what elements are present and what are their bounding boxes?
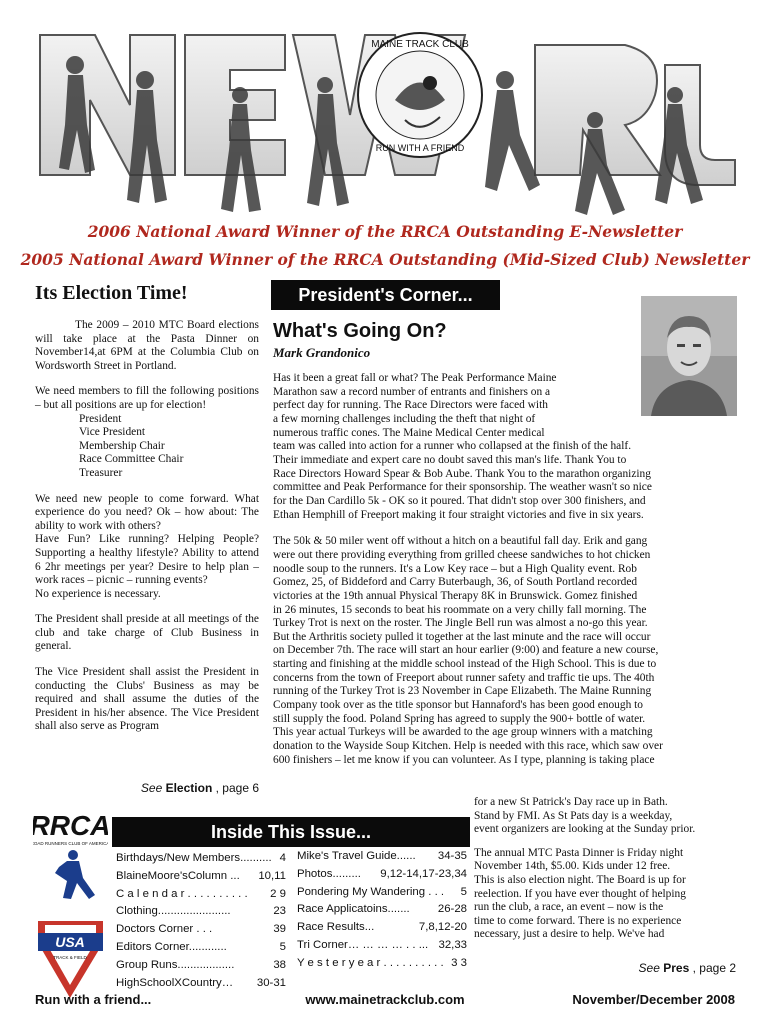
election-paragraph: We need members to fill the following positions – but all positions are up for election! <box>35 385 259 411</box>
article-line: for the Dan Cardillo 5k - OK so it poured. That didn't stop over 300 finishers, and <box>273 494 646 507</box>
toc-entry-page: 3 3 <box>451 956 467 969</box>
toc-entry-label: HighSchoolXCountry… <box>116 976 234 989</box>
toc-entry-label: Birthdays/New Members.......... <box>116 852 272 864</box>
toc-entry-label: Photos......... <box>297 867 361 880</box>
toc-entry[interactable] <box>297 937 467 955</box>
running-figure-icon <box>55 850 95 899</box>
toc-entry-page: 7,8,12-20 <box>418 921 467 934</box>
article-line: noodle soup to the runners. It's a Low Key race – but a High Quality event. Rob <box>273 562 637 575</box>
masthead-graphic <box>35 25 740 225</box>
toc-entry-label: Race Results... <box>297 921 375 934</box>
election-heading: Its Election Time! <box>35 282 188 304</box>
article-paragraph <box>273 372 663 522</box>
award-line-2005: 2005 National Award Winner of the RRCA Outstanding (Mid-Sized Club) Newsletter <box>20 250 750 269</box>
article-line: perfect day for running. The Race Directors were faced with <box>273 399 548 412</box>
article-line: on December 7th. The race will start an hour earlier (9:00) and feature a new course, <box>273 644 659 657</box>
election-article <box>35 319 259 746</box>
article-line: still supply the food. Poland Spring has agreed to supply the 900+ bottle of water. <box>273 712 646 725</box>
toc-entry[interactable] <box>116 886 286 904</box>
toc-entry-label: Clothing....................... <box>116 905 231 918</box>
toc-column-right <box>297 848 467 973</box>
toc-entry[interactable] <box>297 866 467 884</box>
masthead <box>35 25 740 225</box>
article-line: The 50k & 50 miler went off without a hitch on a beautiful fall day. Erik and gang <box>273 535 648 548</box>
toc-entry-label: BlaineMoore'sColumn ... <box>116 869 240 882</box>
toc-column-left <box>116 850 286 992</box>
toc-entry-page: 23 <box>273 905 286 918</box>
toc-entry-label: Tri Corner… … … … . . ... <box>297 938 429 951</box>
pres-continued[interactable]: See Pres , page 2 <box>638 961 736 975</box>
article-line: Their immediate and expert care no doubt saved this man's life. Thank You to <box>273 453 627 466</box>
article-line: a few morning challenges including the theft that night of <box>273 412 536 425</box>
article-paragraph <box>474 796 695 837</box>
toc-entry-page: 5 <box>279 940 286 953</box>
article-line: run the club, a race, an event – now is the <box>474 901 664 914</box>
article-line: 600 finishers – let me know if you can volunteer. As I type, planning is taking place <box>273 753 655 766</box>
position-item: Treasurer <box>79 466 123 479</box>
article-line: donation to the Wayside Soup Kitchen. Help is needed with this race, which saw over <box>273 740 663 753</box>
election-paragraph: No experience is necessary. <box>35 587 161 600</box>
article-line: Marathon saw a record number of entrants and finishers on a <box>273 385 551 398</box>
toc-entry[interactable] <box>297 955 467 973</box>
article-line: committee and Peak Performance for their sponsorship. The weather wasn't so nice <box>273 481 652 494</box>
election-paragraph: The President shall preside at all meetings of the club and take charge of Club Business in general. <box>35 613 259 653</box>
toc-entry-page: 9,12-14,17-23,34 <box>380 867 467 880</box>
article-line: time to come forward. There is no experience <box>474 914 682 927</box>
position-item: Membership Chair <box>79 439 165 452</box>
toc-entry[interactable] <box>297 919 467 937</box>
article-line: team was called into action for a runner who collapsed at the finish of the half. <box>273 440 632 453</box>
toc-entry[interactable] <box>116 868 286 886</box>
article-line: in 26 minutes, 15 seconds to beat his roommate on a very chilly fall morning. The <box>273 603 647 616</box>
article-author: Mark Grandonico <box>273 345 371 360</box>
position-item: Vice President <box>79 426 146 439</box>
toc-entry[interactable] <box>116 939 286 957</box>
article-line: victories at the 19th annual Physical Therapy 8K in Brunswick. Gomez finished <box>273 589 638 602</box>
article-line: running of the Turkey Trot is 23 November in Cape Elizabeth. The Maine Running <box>273 685 652 698</box>
club-logo <box>358 33 482 157</box>
article-line: were out there providing everything from grilled cheese sandwiches to hot chicken <box>273 548 651 561</box>
positions-list <box>79 413 259 481</box>
footer-tagline: Run with a friend... <box>35 992 152 1007</box>
article-line: event organizers are looking at the Sunday prior. <box>474 823 696 836</box>
toc-entry-page: 30-31 <box>256 976 286 989</box>
toc-entry-page: 39 <box>273 923 286 936</box>
toc-entry[interactable] <box>297 901 467 919</box>
article-line: Stand by FMI. As St Pats day is a weekday, <box>474 809 673 822</box>
rrca-logo <box>33 803 108 998</box>
article-paragraph <box>273 535 663 767</box>
article-line: Turkey Trot is next on the roster. The Jingle Bell run was almost a no-go this year. <box>273 617 648 630</box>
toc-entry[interactable] <box>297 884 467 902</box>
position-item: Race Committee Chair <box>79 453 184 466</box>
article-line: concerns from the town of Freeport about runner safety and traffic tie ups. The 40th <box>273 671 655 684</box>
svg-text:ROAD RUNNERS CLUB OF AMERICA: ROAD RUNNERS CLUB OF AMERICA <box>33 841 108 846</box>
toc-entry[interactable] <box>116 975 286 993</box>
svg-text:USA: USA <box>55 934 85 950</box>
position-item: President <box>79 412 122 425</box>
svg-text:RRCA: RRCA <box>33 810 108 841</box>
footer-issue-date: November/December 2008 <box>572 992 735 1007</box>
article-line: November 14th, $5.00. Kids under 12 free. <box>474 860 671 873</box>
article-line: This is also election night. The Board is up for <box>474 873 686 886</box>
election-paragraph: We need new people to come forward. What experience do you need? Ok – how about: The ability to work with others? <box>35 492 259 532</box>
article-paragraph <box>474 847 695 942</box>
election-paragraph: The 2009 – 2010 MTC Board elections will take place at the Pasta Dinner on November14,at 6PM at the Columbia Club on Wordsworth Street in Portland. <box>35 319 259 372</box>
footer-website-link[interactable]: www.mainetrackclub.com <box>305 992 465 1007</box>
toc-entry-label: Y e s t e r y e a r . . . . . . . . . . <box>297 956 444 969</box>
election-paragraph: The Vice President shall assist the President in conducting the Clubs' Business as may be required and shall assume the duties of the President in his/her absence. The Vice President shall also serve as Program <box>35 666 259 733</box>
article-line: Ethan Hemphill of Freeport making it four straight victories and five in six years. <box>273 508 644 521</box>
article-line: starting and finishing at the middle school instead of the High School. This is due to <box>273 658 657 671</box>
toc-entry-page: 34-35 <box>437 850 467 862</box>
article-line: This year actual Turkeys will be awarded to the age group winners with a matching <box>273 726 653 739</box>
toc-entry-page: 2 9 <box>270 887 286 900</box>
toc-entry-page: 10,11 <box>258 869 286 882</box>
award-line-2006: 2006 National Award Winner of the RRCA Outstanding E-Newsletter <box>87 222 683 241</box>
toc-entry[interactable] <box>116 903 286 921</box>
toc-entry-page: 32,33 <box>438 938 467 951</box>
election-paragraph: Have Fun? Like running? Helping People? Supporting a healthy lifestyle? Ability to attend 6 2hr meetings per year? Desire to help plan – work races – picnic – running events? <box>35 533 259 587</box>
article-line: Has it been a great fall or what? The Peak Performance Maine <box>273 372 557 384</box>
toc-entry-label: Group Runs.................. <box>116 958 235 971</box>
article-headline: What's Going On? <box>273 320 447 342</box>
article-line: Gomez, 25, of Biddeford and Carry Buterbaugh, 36, of South Portland recorded <box>273 576 638 589</box>
toc-entry[interactable] <box>116 850 286 868</box>
svg-text:RUN WITH A FRIEND: RUN WITH A FRIEND <box>375 143 465 153</box>
toc-entry-label: Race Applicatoins....... <box>297 903 410 916</box>
article-line: Race Directors Howard Spear & Bob Aube. Thank You to the marathon organizing <box>273 467 651 480</box>
article-line: The annual MTC Pasta Dinner is Friday night <box>474 846 684 859</box>
election-continued[interactable]: See Election , page 6 <box>140 781 259 795</box>
toc-entry[interactable] <box>116 921 286 939</box>
toc-entry-label: Mike's Travel Guide...... <box>297 850 416 862</box>
article-line: Company took over as the title sponsor but Hannaford's has been good enough to <box>273 699 643 712</box>
usatf-shield-icon <box>38 921 103 998</box>
toc-entry[interactable] <box>116 957 286 975</box>
toc-entry-label: Doctors Corner . . . <box>116 923 213 936</box>
presidents-corner-bar: President's Corner... <box>271 280 500 310</box>
toc-entry-page: 38 <box>273 958 286 971</box>
toc-entry-page: 4 <box>279 852 286 864</box>
article-line: necessary, just a desire to help. We've had <box>474 928 665 941</box>
inside-issue-bar: Inside This Issue... <box>112 817 470 847</box>
svg-text:MAINE TRACK CLUB: MAINE TRACK CLUB <box>371 39 469 50</box>
toc-entry-page: 26-28 <box>437 903 467 916</box>
article-line: But the Arthritis society pulled it together at the last minute and the race will occur <box>273 630 651 643</box>
article-line: numerous traffic cones. The Maine Medical Center medical <box>273 426 545 439</box>
article-line: reelection. If you have ever thought of helping <box>474 887 686 900</box>
toc-entry-label: Editors Corner............ <box>116 940 227 953</box>
toc-entry[interactable] <box>297 848 467 866</box>
toc-entry-label: C a l e n d a r . . . . . . . . . . <box>116 887 248 900</box>
toc-entry-label: Pondering My Wandering . . . <box>297 885 445 898</box>
article-line: for a new St Patrick's Day race up in Bath. <box>474 796 668 808</box>
svg-text:TRACK & FIELD: TRACK & FIELD <box>53 955 87 960</box>
presidents-article-continued <box>474 796 695 952</box>
presidents-article-text <box>273 372 663 780</box>
toc-entry-page: 5 <box>460 885 467 898</box>
